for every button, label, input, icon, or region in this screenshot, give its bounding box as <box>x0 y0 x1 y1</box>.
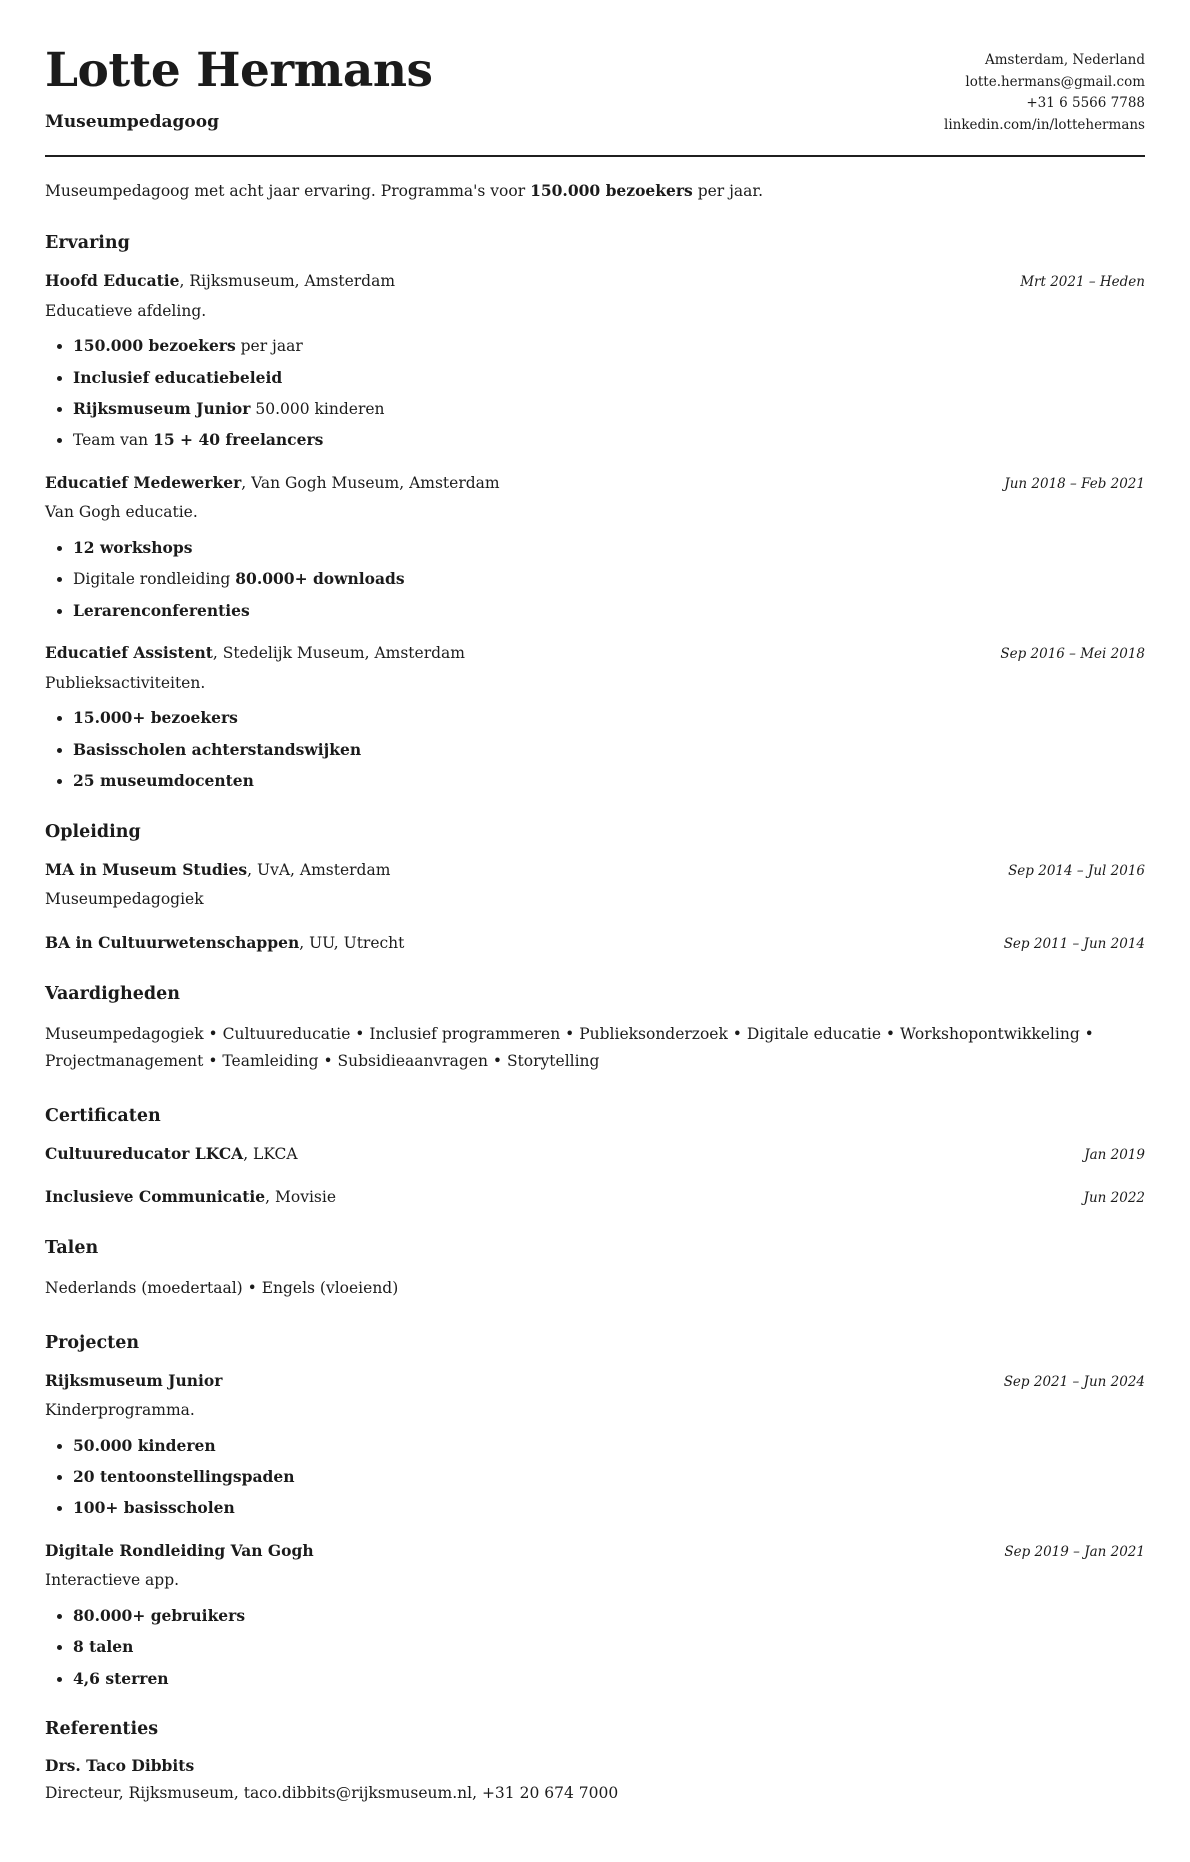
entry-title: Educatief Assistent, Stedelijk Museum, Amsterdam <box>45 643 465 663</box>
entry-head <box>45 1143 1145 1165</box>
header <box>45 34 1145 136</box>
person-role: Museumpedagoog <box>45 112 219 133</box>
entry-description: Publieksactiviteiten. <box>45 673 206 692</box>
entry-head <box>45 472 1145 494</box>
bullet-list <box>45 336 1145 451</box>
section-opleiding <box>45 822 1145 954</box>
bullet-item: • 150.000 bezoekers per jaar <box>73 336 1145 357</box>
experience-entry <box>45 270 1145 451</box>
entry-title: BA in Cultuurwetenschappen, UU, Utrecht <box>45 932 405 952</box>
entry-title: Educatief Medewerker, Van Gogh Museum, Amsterdam <box>45 473 500 492</box>
certificate-entry <box>45 1186 1145 1208</box>
education-entry <box>45 859 1145 911</box>
section-heading: Opleiding <box>45 821 141 842</box>
contact-block <box>944 34 1145 136</box>
entry-title: Hoofd Educatie, Rijksmuseum, Amsterdam <box>45 271 396 291</box>
bullet-item: • 4,6 sterren <box>73 1669 1145 1690</box>
section-heading: Vaardigheden <box>45 984 180 1005</box>
entry-description: Van Gogh educatie. <box>45 503 198 522</box>
bullet-list <box>45 538 1145 621</box>
entry-date: Sep 2014 – Jul 2016 <box>1008 862 1145 879</box>
entry-description: Kinderprogramma. <box>45 1401 195 1420</box>
entry-title: Rijksmuseum Junior <box>45 1370 223 1390</box>
person-name: Lotte Hermans <box>45 43 433 98</box>
section-heading: Ervaring <box>45 233 130 254</box>
entry-description: Educatieve afdeling. <box>45 301 207 320</box>
contact-email: lotte.hermans@gmail.com <box>965 73 1145 90</box>
section-heading: Referenties <box>45 1719 159 1740</box>
entry-head <box>45 859 1145 881</box>
reference-name: Drs. Taco Dibbits <box>45 1756 195 1776</box>
reference-entry <box>45 1756 1145 1802</box>
languages-list: Nederlands (moedertaal) • Engels (vloeiend) <box>45 1279 399 1298</box>
entry-date: Sep 2019 – Jan 2021 <box>1004 1543 1145 1560</box>
experience-entry <box>45 642 1145 791</box>
identity-block <box>45 34 432 132</box>
section-vaardigheden <box>45 984 1145 1075</box>
section-certificaten <box>45 1106 1145 1209</box>
bullet-item: • Rijksmuseum Junior 50.000 kinderen <box>73 399 1145 420</box>
entry-head <box>45 1540 1145 1562</box>
entry-title: Cultuureducator LKCA, LKCA <box>45 1143 298 1163</box>
entry-date: Sep 2011 – Jun 2014 <box>1003 935 1145 952</box>
entry-date: Sep 2021 – Jun 2024 <box>1003 1373 1145 1390</box>
header-divider <box>45 155 1145 157</box>
entry-description: Interactieve app. <box>45 1571 180 1590</box>
bullet-item: • Team van 15 + 40 freelancers <box>73 430 1145 451</box>
entry-description: Museumpedagogiek <box>45 890 204 909</box>
skills-list: Museumpedagogiek • Cultuureducatie • Inclusief programmeren • Publieksonderzoek • Digitale educatie • Workshopontwikkeling • Projectmanagement • Teamleiding • Subsidieaanvragen • Storytelling <box>45 1025 1094 1071</box>
entry-date: Jun 2018 – Feb 2021 <box>1004 476 1145 492</box>
bullet-item: • 80.000+ gebruikers <box>73 1606 1145 1627</box>
contact-phone: +31 6 5566 7788 <box>1026 95 1145 111</box>
entry-date: Sep 2016 – Mei 2018 <box>1000 646 1145 663</box>
entry-date: Jun 2022 <box>1083 1189 1145 1206</box>
entry-title: Digitale Rondleiding Van Gogh <box>45 1540 314 1560</box>
contact-location: Amsterdam, Nederland <box>984 52 1145 68</box>
bullet-item: • Inclusief educatiebeleid <box>73 368 1145 389</box>
bullet-item: • 8 talen <box>73 1637 1145 1658</box>
section-heading: Projecten <box>45 1332 140 1353</box>
section-projecten <box>45 1333 1145 1690</box>
section-ervaring <box>45 233 1145 792</box>
experience-entry <box>45 472 1145 621</box>
bullet-item: • 15.000+ bezoekers <box>73 708 1145 729</box>
entry-title: Inclusieve Communicatie, Movisie <box>45 1186 337 1206</box>
bullet-item: • 50.000 kinderen <box>73 1436 1145 1457</box>
entry-head <box>45 642 1145 664</box>
section-talen <box>45 1238 1145 1302</box>
bullet-item: • Basisscholen achterstandswijken <box>73 740 1145 761</box>
entry-date: Mrt 2021 – Heden <box>1020 274 1145 291</box>
bullet-list <box>45 1436 1145 1519</box>
section-referenties <box>45 1719 1145 1802</box>
contact-linkedin: linkedin.com/in/lottehermans <box>944 116 1145 133</box>
bullet-item: • 25 museumdocenten <box>73 771 1145 792</box>
bullet-item: • 100+ basisscholen <box>73 1498 1145 1519</box>
entry-title: MA in Museum Studies, UvA, Amsterdam <box>45 859 391 879</box>
entry-head <box>45 1186 1145 1208</box>
section-heading: Talen <box>45 1238 99 1259</box>
entry-head <box>45 1370 1145 1392</box>
bullet-item: • 20 tentoonstellingspaden <box>73 1467 1145 1488</box>
bullet-item: • Lerarenconferenties <box>73 601 1145 622</box>
entry-date: Jan 2019 <box>1084 1146 1145 1163</box>
bullet-list <box>45 708 1145 791</box>
bullet-list <box>45 1606 1145 1689</box>
entry-head <box>45 270 1145 292</box>
education-entry <box>45 932 1145 954</box>
bullet-item: • 12 workshops <box>73 538 1145 559</box>
reference-detail: Directeur, Rijksmuseum, taco.dibbits@rijksmuseum.nl, +31 20 674 7000 <box>45 1784 619 1803</box>
section-heading: Certificaten <box>45 1105 161 1126</box>
summary-text: Museumpedagoog met acht jaar ervaring. Programma's voor 150.000 bezoekers per jaar. <box>45 181 764 200</box>
project-entry <box>45 1540 1145 1689</box>
project-entry <box>45 1370 1145 1519</box>
entry-head <box>45 932 1145 954</box>
certificate-entry <box>45 1143 1145 1165</box>
bullet-item: • Digitale rondleiding 80.000+ downloads <box>73 569 1145 590</box>
